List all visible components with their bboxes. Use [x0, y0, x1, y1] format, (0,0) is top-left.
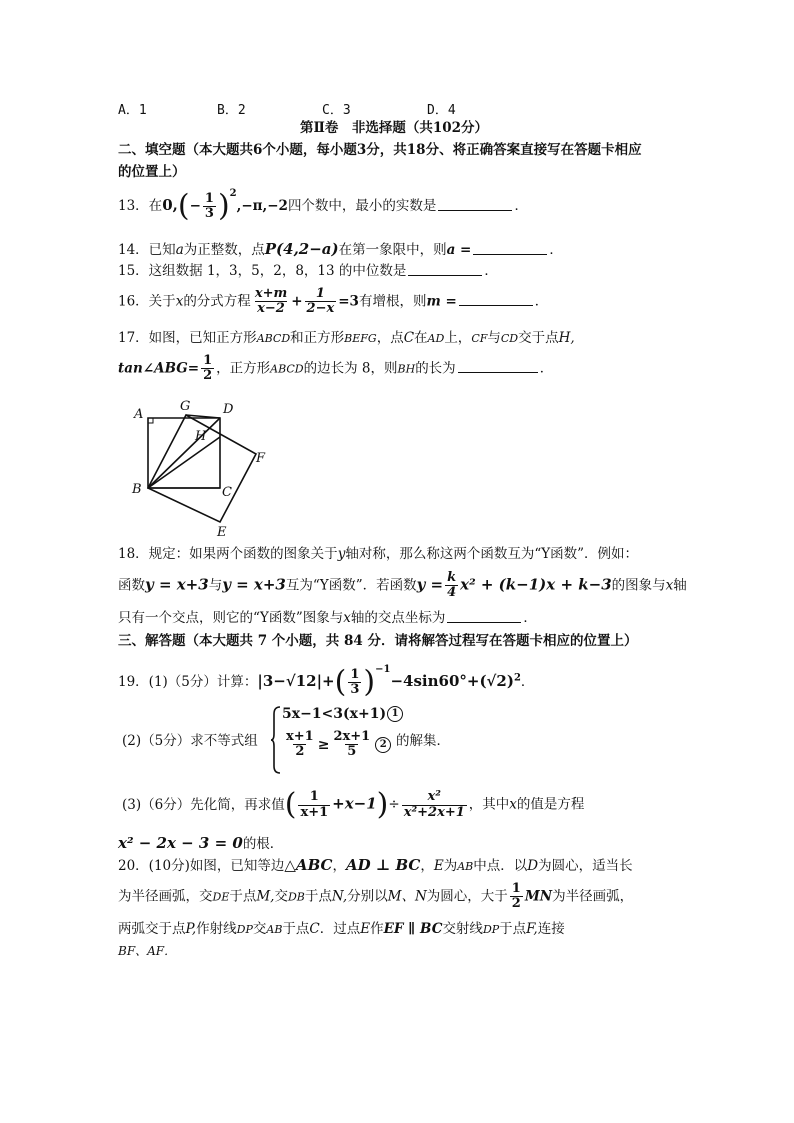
- q13-tail: 四个数中，最小的实数是: [287, 198, 437, 214]
- q18-four: 4: [447, 585, 457, 601]
- q19-p3-frac1: [298, 790, 330, 820]
- q18-fraction: [445, 571, 458, 601]
- q19-p1-exp: −1: [375, 664, 391, 675]
- q18-x: x: [665, 577, 674, 594]
- q16-den2: 2−x: [306, 301, 335, 317]
- q19-p1-right-paren: ): [363, 664, 376, 700]
- q17-in: 在: [414, 330, 428, 346]
- q20-l3-tail: 连接: [537, 921, 565, 937]
- left-brace: [270, 706, 282, 774]
- q13-left-paren: (: [177, 188, 190, 224]
- q18-line1b: 轴对称，那么称这两个函数互为“Y函数”．例如：: [345, 546, 639, 562]
- q17-len: 的长为: [415, 360, 456, 377]
- q16-num2: 1: [315, 286, 325, 301]
- q16-answer-blank[interactable]: [459, 293, 533, 306]
- q19-p1-den: 3: [350, 682, 360, 697]
- q20-l1-mid2: 为: [443, 858, 458, 874]
- label-a: A: [134, 407, 144, 422]
- q16-end: ．: [534, 293, 549, 310]
- q18-end: ．: [523, 610, 537, 626]
- q20-n: N,: [331, 888, 348, 905]
- q20-e2: E: [360, 921, 371, 937]
- q13-right-paren: ): [217, 188, 230, 224]
- q20-ab: AB: [457, 860, 474, 873]
- question-19-part-1: [118, 664, 534, 698]
- q17-line2-mid: ，正方形: [216, 360, 271, 377]
- q17-and: 和正方形: [290, 330, 345, 346]
- q17-tan: tan∠ABG: [118, 360, 188, 377]
- q16-m: m =: [426, 293, 457, 310]
- q17-abcd: ABCD: [256, 332, 291, 345]
- q20-l2-prefix: 为半径画弧，交: [118, 888, 213, 905]
- squares-figure: [128, 398, 278, 536]
- q16-den1: x−2: [257, 301, 285, 317]
- q18-line2-mid: 互为“Y函数”．若函数: [285, 577, 417, 594]
- q15-text: 15．这组数据 1，3，5，2，8，13 的中位数是: [118, 263, 407, 279]
- q19-p1-fraction: [348, 668, 361, 698]
- q19-p3-frac2: [402, 790, 467, 820]
- question-19-part-2-prefix: [118, 733, 258, 749]
- q19-ineq2-den2: 5: [347, 744, 357, 760]
- q19-p1-num: 1: [350, 666, 360, 682]
- label-d: D: [223, 402, 234, 417]
- q16-prefix: 16．关于: [118, 293, 176, 310]
- label-h: H: [195, 429, 207, 444]
- q20-comma: ，: [332, 858, 346, 874]
- q17-with: 与: [487, 330, 501, 346]
- q19-circ2: 2: [375, 737, 391, 753]
- q18-line3b: 轴的交点坐标为: [350, 610, 446, 626]
- q16-tail: 有增根，则: [358, 293, 427, 310]
- q16-plus: +: [291, 293, 303, 310]
- q17-c: C: [403, 330, 415, 346]
- q20-e: E: [433, 858, 444, 874]
- q17-side: 的边长为 8，则: [303, 360, 398, 377]
- q20-l2-b: 交: [274, 888, 288, 905]
- q17-fraction: [201, 354, 214, 384]
- q16-fraction-2: [305, 287, 337, 317]
- q19-p3-div: ÷: [388, 796, 400, 813]
- q17-answer-blank[interactable]: [458, 360, 538, 373]
- q20-perp: AD ⊥ BC: [345, 856, 421, 874]
- q18-line2-tail: 的图象与: [611, 577, 666, 594]
- choice-d: D．4: [427, 103, 456, 118]
- q18-f1: y = x+3: [145, 575, 209, 594]
- q19-p3-num2: x²: [427, 789, 441, 805]
- q17-c-on: ，点: [376, 330, 404, 346]
- q19-p1-left-paren: (: [334, 664, 347, 700]
- q19-p1-expr-a: |3−√12|+: [257, 672, 335, 690]
- question-17-line-1: [118, 330, 575, 346]
- q13-fraction: [203, 192, 216, 222]
- label-b: B: [132, 482, 142, 497]
- question-20-line-1: [118, 856, 633, 874]
- q19-ineq2-num1: x+1: [286, 729, 314, 744]
- q20-l3-d: ．过点: [319, 921, 361, 937]
- q20-l3-g: 于点: [499, 921, 527, 937]
- q19-p3-end: 的根．: [242, 836, 284, 852]
- q20-half-den: 2: [511, 896, 521, 912]
- q20-l3-a: 作射线: [196, 921, 237, 937]
- choice-b: B．2: [217, 103, 246, 118]
- q20-half-fraction: [510, 882, 523, 912]
- q20-l2-tail: 为半径画弧，: [552, 888, 634, 905]
- q19-p1-expr-b: −4sin60°+(√2): [390, 672, 514, 690]
- question-20-line-2: [118, 882, 633, 912]
- q19-ineq2-num2: 2x+1: [333, 729, 371, 744]
- q20-tri: △ABC: [284, 856, 333, 874]
- q20-l1-mid: ，: [420, 858, 434, 874]
- q20-dp: DP: [236, 923, 253, 936]
- question-19-part-3-line-2: [118, 834, 283, 852]
- inequality-2: [282, 730, 391, 760]
- q16-eq3: =3: [338, 293, 359, 310]
- inequality-1: [282, 706, 403, 722]
- q19-p3-num1: 1: [309, 789, 319, 805]
- q20-l3-e: 作: [370, 921, 384, 937]
- q20-l1-mid3: 中点．以: [473, 858, 528, 874]
- choice-a: A．1: [118, 103, 147, 118]
- q20-mn1: M、N: [387, 888, 427, 905]
- q20-de: DE: [212, 890, 230, 904]
- q18-with: 与: [208, 577, 223, 594]
- part-2-heading-line-1: 二、填空题（本大题共6个小题，每小题3分，共18分、将正确答案直接写在答题卡相应: [118, 142, 642, 158]
- q20-f: F,: [526, 921, 538, 937]
- q20-half-num: 1: [511, 881, 521, 896]
- q14-answer-blank[interactable]: [473, 242, 547, 255]
- q17-on-cf: 上，: [444, 330, 472, 346]
- q13-exp: 2: [229, 188, 237, 199]
- q20-l2-e: 为圆心，大于: [426, 888, 508, 905]
- q19-p3-right-paren: ): [376, 787, 389, 822]
- q19-ineq2-den1: 2: [295, 744, 305, 760]
- q17-ad: AD: [427, 332, 445, 345]
- q17-den: 2: [203, 368, 213, 384]
- q20-p: P,: [185, 921, 197, 937]
- q18-answer-blank[interactable]: [447, 610, 521, 623]
- q17-befg: BEFG: [344, 332, 377, 345]
- q20-l1-tail: 为圆心，适当长: [538, 858, 633, 874]
- label-c: C: [222, 485, 232, 500]
- q19-p3-den2: x²+2x+1: [403, 804, 465, 820]
- q16-fraction-1: [253, 287, 289, 317]
- q20-d: D: [527, 858, 539, 874]
- q18-k: k: [447, 570, 457, 585]
- q19-ineq2-ge: ≥: [317, 736, 330, 753]
- q13-answer-blank[interactable]: [438, 198, 512, 211]
- q19-p3-tail: ，其中: [468, 796, 510, 813]
- q18-f3-pre: y =: [416, 575, 444, 594]
- q19-p1-prefix: 19．(1)（5分）计算：: [118, 674, 258, 690]
- q13-zero: 0,: [162, 196, 178, 214]
- q14-eq: a =: [446, 242, 472, 258]
- q18-x2: x: [343, 610, 351, 626]
- segment-bh: [148, 437, 220, 488]
- q14-a: a: [175, 242, 184, 258]
- q17-h: H,: [558, 330, 575, 346]
- q20-l3-f: 交射线: [442, 921, 483, 937]
- q17-meet: 交于点: [518, 330, 559, 346]
- q19-p3-tail2: 的值是方程: [516, 796, 585, 813]
- q18-line1: 18．规定：如果两个函数的图象关于: [118, 546, 338, 562]
- q18-line3: 只有一个交点，则它的“Y函数”图象与: [118, 610, 344, 626]
- q15-end: ．: [484, 263, 498, 279]
- q17-cd: CD: [500, 332, 519, 345]
- q20-par: EF ∥ BC: [383, 921, 443, 937]
- q20-l3-b: 交: [252, 921, 267, 937]
- part-2-heading-line-2: 的位置上）: [118, 164, 186, 180]
- label-e: E: [217, 525, 227, 536]
- q19-p3-left-paren: (: [284, 787, 297, 822]
- q19-p3-eq: x² − 2x − 3 = 0: [118, 834, 243, 852]
- q14-tail: 在第一象限中，则: [338, 242, 447, 258]
- q13-rest: ,−π,−2: [236, 198, 288, 214]
- q18-f3-post: x² + (k−1)x + k−3: [460, 575, 612, 594]
- part-3-heading: 三、解答题（本大题共 7 个小题，共 84 分．请将解答过程写在答题卡相应的位置上）: [118, 633, 638, 649]
- q13-neg: −: [189, 198, 201, 214]
- q19-p2-tail: 的解集．: [396, 733, 450, 749]
- q17-cf: CF: [471, 332, 488, 345]
- q15-answer-blank[interactable]: [408, 263, 482, 276]
- q13-prefix: 13．在: [118, 198, 163, 214]
- q17-eq: =: [187, 360, 200, 377]
- choice-c: C．3: [322, 103, 351, 118]
- q20-l2-a: 于点: [229, 888, 257, 905]
- q20-m: M,: [256, 888, 275, 905]
- q19-ineq2-frac1: [284, 730, 316, 760]
- section-2-title: 第Ⅱ卷 非选择题（共102分）: [300, 120, 489, 136]
- q14-prefix: 14．已知: [118, 242, 176, 258]
- question-18-line-1: [118, 546, 638, 562]
- question-17-line-2: [118, 354, 553, 384]
- q19-p1-end: ．: [520, 674, 535, 690]
- q14-mid: 为正整数，点: [183, 242, 265, 258]
- q19-ineq2-frac2: [331, 730, 372, 760]
- q19-p3-mid: +x−1: [332, 794, 377, 813]
- question-19-part-3: [118, 787, 585, 822]
- q19-p3-den1: x+1: [300, 804, 329, 820]
- q17-abcd2: ABCD: [270, 362, 304, 376]
- q18-y: y: [337, 546, 346, 562]
- q19-p3-prefix: (3)（6分）先化简，再求值: [122, 796, 285, 813]
- q17-end: ．: [539, 360, 554, 377]
- question-14: [118, 240, 563, 258]
- q20-c: C: [309, 921, 320, 937]
- q14-end: ．: [549, 242, 563, 258]
- q20-l3-prefix: 两弧交于点: [118, 921, 186, 937]
- q20-l3-c: 于点: [282, 921, 310, 937]
- q20-l2-d: 分别以: [347, 888, 388, 905]
- question-18-line-2: [118, 571, 687, 601]
- label-g: G: [180, 399, 191, 414]
- q20-db: DB: [287, 890, 305, 904]
- q19-circ1: 1: [387, 706, 403, 722]
- q18-f2: y = x+3: [222, 575, 286, 594]
- q18-line2-prefix: 函数: [118, 577, 145, 594]
- q19-p3-x: x: [509, 796, 517, 813]
- q19-p1-exp2: 2: [513, 672, 521, 684]
- q20-l2-c: 于点: [304, 888, 332, 905]
- segment-bd: [148, 418, 220, 488]
- question-20-line-4: BF、AF．: [118, 944, 177, 958]
- question-18-line-3: [118, 610, 537, 626]
- q20-mn: MN: [524, 888, 553, 905]
- q16-x: x: [175, 293, 184, 310]
- question-16: [118, 287, 548, 317]
- q17-num: 1: [203, 353, 213, 368]
- q17-bh: BH: [397, 362, 416, 376]
- question-13: [118, 188, 528, 222]
- q18-axis: 轴: [673, 577, 687, 594]
- q20-ab2: AB: [266, 923, 283, 936]
- question-15: [118, 263, 498, 279]
- q16-mid: 的分式方程: [183, 293, 251, 310]
- q19-ineq1: 5x−1<3(x+1): [282, 706, 387, 722]
- q13-den: 3: [204, 206, 214, 221]
- q13-num: 1: [204, 190, 214, 206]
- q17-prefix: 17．如图，已知正方形: [118, 330, 257, 346]
- q14-point: P(4,2−a): [264, 240, 339, 258]
- question-20-line-3: [118, 921, 565, 937]
- q19-p2-prefix: (2)（5分）求不等式组: [122, 733, 258, 749]
- label-f: F: [256, 451, 266, 466]
- q16-num1: x+m: [254, 286, 288, 301]
- q20-dp2: DP: [482, 923, 500, 936]
- q20-l1-prefix: 20．(10分)如图，已知等边: [118, 858, 285, 874]
- q13-end: ．: [514, 198, 528, 214]
